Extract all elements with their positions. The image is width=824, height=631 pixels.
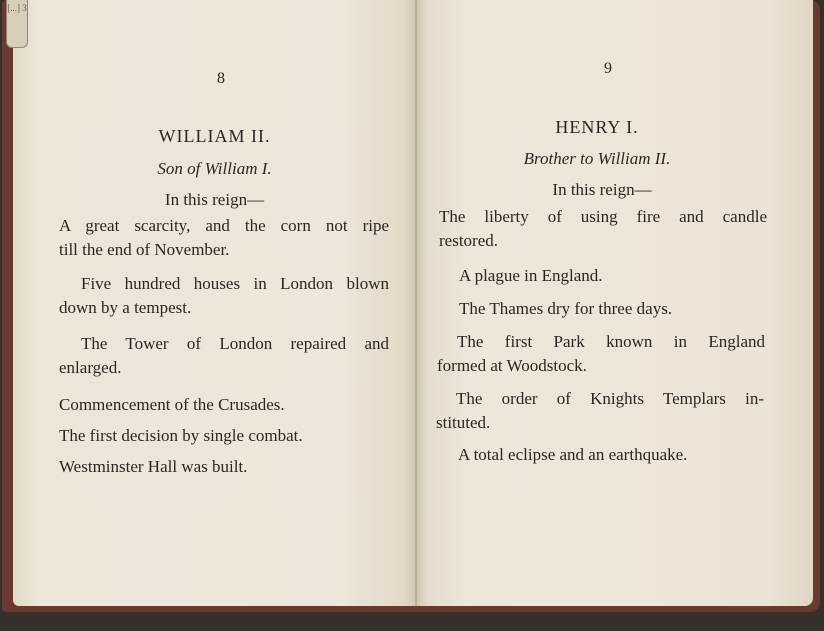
list-item xyxy=(59,393,389,417)
list-item xyxy=(59,332,389,380)
page-number: 8 xyxy=(217,70,225,87)
entry-line: restored. xyxy=(439,231,499,250)
entry-line: Westminster Hall was built. xyxy=(59,457,248,476)
reign-intro: In this reign— xyxy=(164,190,265,209)
list-item xyxy=(436,443,764,467)
entry-line: enlarged. xyxy=(59,358,122,377)
list-item xyxy=(59,424,389,448)
book-gutter xyxy=(415,0,417,606)
list-item xyxy=(439,264,767,288)
entry-line: The Thames dry for three days. xyxy=(459,299,673,318)
entry-line: formed at Woodstock. xyxy=(437,356,587,375)
entry-line: A total eclipse and an earthquake. xyxy=(458,445,688,464)
list-item xyxy=(437,330,765,378)
page-title: HENRY I. xyxy=(555,117,639,137)
entry-line: The liberty of using fire and candle xyxy=(439,207,767,226)
left-page xyxy=(13,0,416,606)
entry-line: The first decision by single combat. xyxy=(59,426,303,445)
entry-line: down by a tempest. xyxy=(59,298,192,317)
entry-line: The first Park known in England xyxy=(457,332,765,351)
entry-line: A plague in England. xyxy=(459,266,603,285)
page-title: WILLIAM II. xyxy=(158,126,271,146)
right-page xyxy=(416,0,813,606)
list-item xyxy=(59,272,389,320)
list-item xyxy=(59,214,389,262)
page-number: 9 xyxy=(604,60,612,77)
entry-line: The order of Knights Templars in- xyxy=(456,389,764,408)
list-item xyxy=(439,205,767,253)
list-item xyxy=(436,387,764,435)
page-subtitle: Brother to William II. xyxy=(523,149,671,168)
spine-label-text: [...] 3 xyxy=(7,3,27,13)
entry-line: till the end of November. xyxy=(59,240,230,259)
entry-line: stituted. xyxy=(436,413,491,432)
entry-line: The Tower of London repaired and xyxy=(81,334,389,353)
list-item xyxy=(439,297,767,321)
entry-line: Commencement of the Crusades. xyxy=(59,395,285,414)
reign-intro: In this reign— xyxy=(552,180,652,199)
entry-line: Five hundred houses in London blown xyxy=(81,274,389,293)
page-subtitle: Son of William I. xyxy=(157,159,272,178)
library-spine-label xyxy=(6,0,28,48)
list-item xyxy=(59,455,389,479)
entry-line: A great scarcity, and the corn not ripe xyxy=(59,216,389,235)
